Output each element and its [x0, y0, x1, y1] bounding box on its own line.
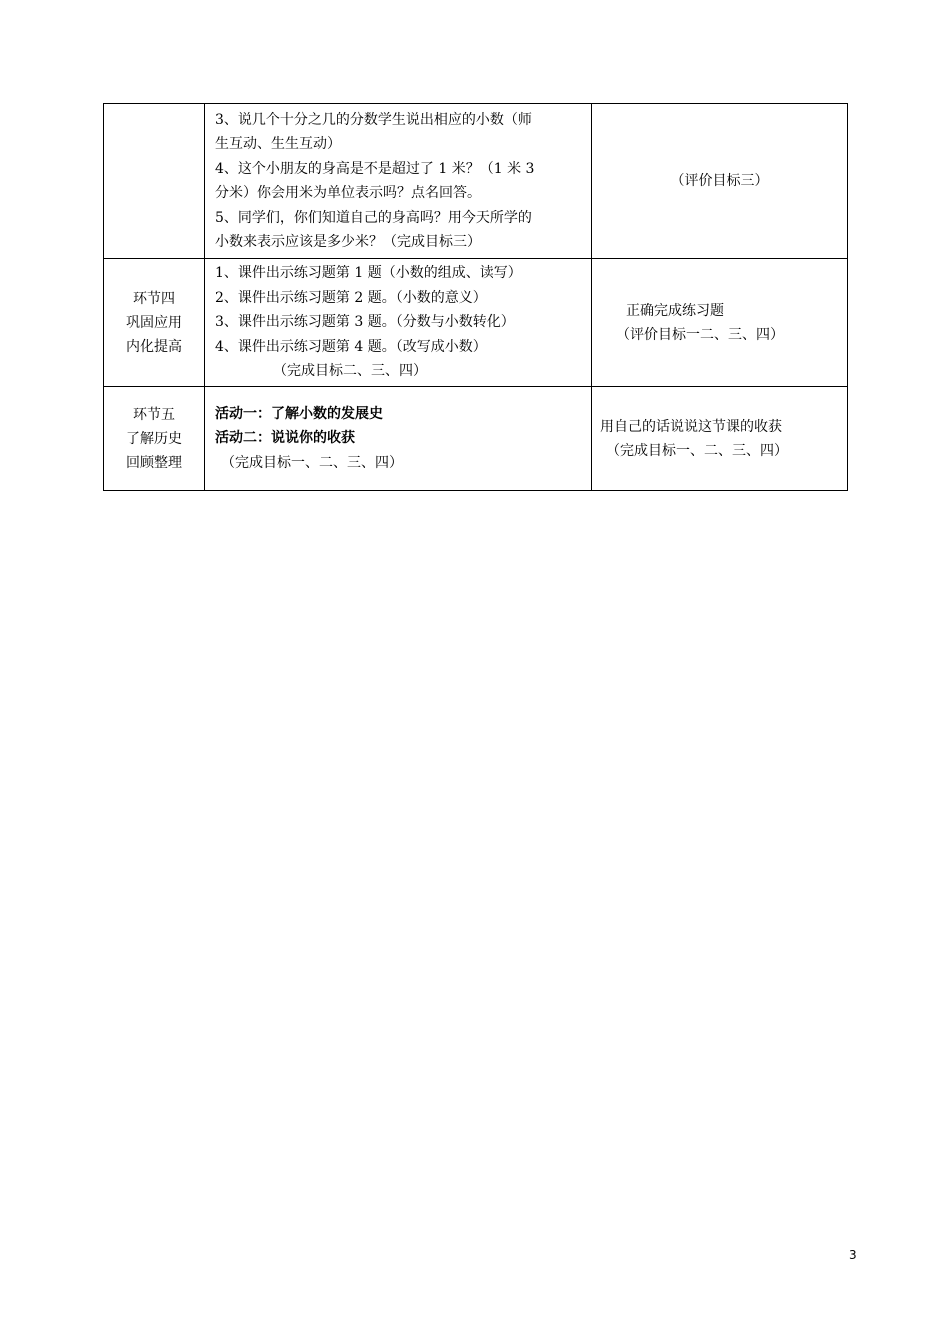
stage-label: 回顾整理	[126, 454, 182, 471]
evaluation-line: （完成目标一、二、三、四）	[606, 442, 788, 459]
table-row	[104, 259, 848, 387]
lesson-plan-table	[103, 103, 848, 491]
activity-line: 小数来表示应该是多少米？（完成目标三）	[215, 234, 481, 250]
stage-cell	[104, 259, 205, 387]
activity-line: 5、同学们，你们知道自己的身高吗？用今天所学的	[215, 209, 532, 226]
evaluation-line: 正确完成练习题	[626, 302, 724, 319]
page-number: 3	[849, 1248, 857, 1262]
activity-line: 4、这个小朋友的身高是不是超过了 1 米？（1 米 3	[215, 160, 535, 177]
activity-line: 活动一：了解小数的发展史	[215, 405, 383, 422]
table-row	[104, 387, 848, 491]
stage-label: 内化提高	[126, 338, 182, 355]
activity-line: 3、课件出示练习题第 3 题。（分数与小数转化）	[215, 314, 515, 331]
evaluation-line: 用自己的话说说这节课的收获	[600, 418, 782, 435]
activity-line: （完成目标二、三、四）	[273, 363, 427, 380]
activity-line: 4、课件出示练习题第 4 题。（改写成小数）	[215, 338, 487, 355]
activity-cell	[205, 387, 592, 491]
evaluation-cell	[592, 259, 848, 387]
evaluation-line: （评价目标一二、三、四）	[616, 326, 784, 343]
activity-line: 1、课件出示练习题第 1 题（小数的组成、读写）	[215, 265, 522, 282]
stage-cell	[104, 387, 205, 491]
activity-line: 活动二：说说你的收获	[215, 430, 355, 447]
activity-line: 生互动、生生互动）	[215, 136, 341, 152]
stage-cell	[104, 104, 205, 259]
activity-line: 3、说几个十分之几的分数学生说出相应的小数（师	[215, 111, 532, 128]
table-row	[104, 104, 848, 259]
activity-line: （完成目标一、二、三、四）	[221, 454, 403, 471]
stage-label: 环节四	[133, 290, 175, 307]
activity-line: 分米）你会用米为单位表示吗？点名回答。	[215, 185, 481, 201]
activity-cell	[205, 104, 592, 259]
evaluation-line: （评价目标三）	[670, 173, 769, 189]
activity-line: 2、课件出示练习题第 2 题。（小数的意义）	[215, 289, 487, 306]
stage-label: 巩固应用	[126, 314, 182, 331]
evaluation-cell	[592, 387, 848, 491]
stage-label: 环节五	[133, 406, 175, 423]
activity-cell	[205, 259, 592, 387]
stage-label: 了解历史	[126, 430, 182, 447]
evaluation-cell	[592, 104, 848, 259]
